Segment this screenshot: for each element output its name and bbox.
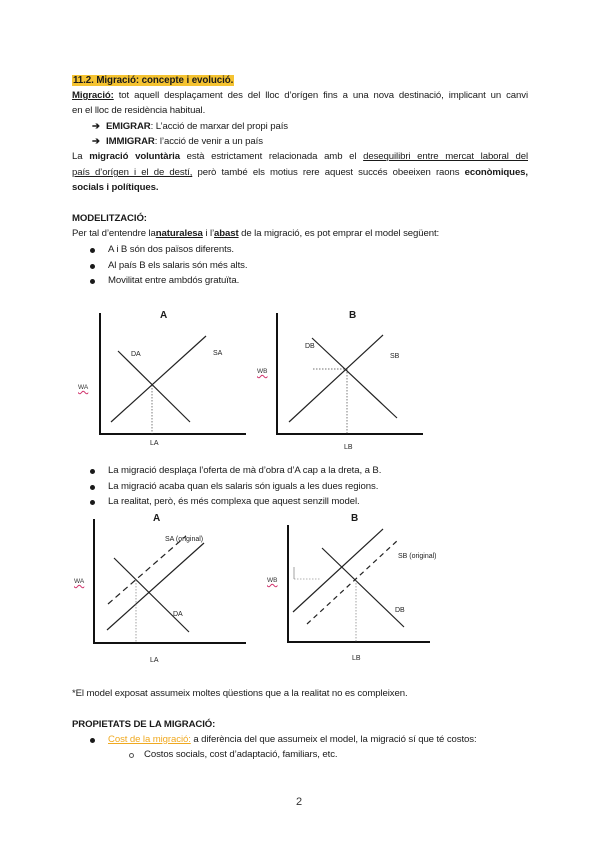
page-number: 2	[296, 796, 303, 808]
cost-sub-item: Costos socials, cost d’adaptació, familiars, etc.	[144, 749, 338, 760]
x-axis-label: LA	[150, 440, 159, 447]
x-axis-label: LB	[352, 655, 361, 662]
arrow-item-immigrar: ➔ IMMIGRAR: l’acció de venir a un país	[92, 136, 263, 147]
chart-title: B	[351, 513, 359, 524]
definition-term: Migració:	[72, 90, 114, 101]
definition-line-2: en el lloc de residència habitual.	[72, 105, 206, 116]
modelitzacio-heading: MODELITZACIÓ:	[72, 213, 147, 224]
conclusion-item: La realitat, però, és més complexa que aquest senzill model.	[108, 496, 360, 507]
section-heading: 11.2. Migració: concepte i evolució.	[73, 75, 234, 86]
x-axis-label: LA	[150, 657, 159, 664]
arrow-item-emigrar: ➔ EMIGRAR: L’acció de marxar del propi país	[92, 121, 288, 132]
y-axis-label: WA	[78, 384, 89, 391]
y-axis-label: WB	[267, 577, 278, 584]
voluntary-paragraph-line-3: socials i polítiques.	[72, 182, 159, 193]
arrow-right-icon: ➔	[92, 136, 100, 147]
y-axis-label: WA	[74, 578, 85, 585]
y-axis-label: WB	[257, 368, 268, 375]
arrow-right-icon: ➔	[92, 121, 100, 132]
supply-label: SB (original)	[398, 553, 437, 560]
cost-migracio-item: Cost de la migració: a diferència del que assumeix el model, la migració sí que té costos:	[108, 734, 477, 745]
propietats-heading: PROPIETATS DE LA MIGRACIÓ:	[72, 719, 216, 730]
voluntary-paragraph-line-1: La migració voluntària està estrictament relacionada amb el desequilibri entre mercat laboral del	[72, 151, 528, 162]
demand-label: DB	[395, 607, 405, 614]
supply-label: SA (original)	[165, 536, 204, 543]
conclusion-item: La migració desplaça l’oferta de mà d’obra d’A cap a la dreta, a B.	[108, 465, 382, 476]
demand-label: DA	[173, 611, 183, 618]
model-assumption-item: Al país B els salaris són més alts.	[108, 260, 248, 271]
supply-label: SA	[213, 350, 223, 357]
x-axis-label: LB	[344, 444, 353, 451]
supply-label: SB	[390, 353, 400, 360]
modelitzacio-intro: Per tal d’entendre lanaturalesa i l’abast de la migració, es pot emprar el model següent:	[72, 228, 440, 239]
definition-line-1: Migració: tot aquell desplaçament des del lloc d’orígen fins a una nova destinació, implicant un canvi	[72, 90, 528, 101]
hollow-bullet-icon	[129, 753, 134, 758]
conclusion-item: La migració acaba quan els salaris són iguals a les dues regions.	[108, 481, 379, 492]
model-footnote: *El model exposat assumeix moltes qüestions que a la realitat no es compleixen.	[72, 688, 408, 699]
demand-label: DB	[305, 343, 315, 350]
chart-title: A	[160, 310, 168, 321]
voluntary-paragraph-line-2: país d’orígen i el de destí, però també els motius rere aquest succés obeeixen raons econòmiques,	[72, 167, 528, 178]
model-assumption-item: A i B són dos països diferents.	[108, 244, 234, 255]
bullet-icon	[90, 738, 95, 743]
cost-migracio-term: Cost de la migració:	[108, 734, 191, 745]
chart-title: B	[349, 310, 357, 321]
demand-label: DA	[131, 351, 141, 358]
model-assumption-item: Movilitat entre ambdós gratuïta.	[108, 275, 240, 286]
chart-title: A	[153, 513, 161, 524]
